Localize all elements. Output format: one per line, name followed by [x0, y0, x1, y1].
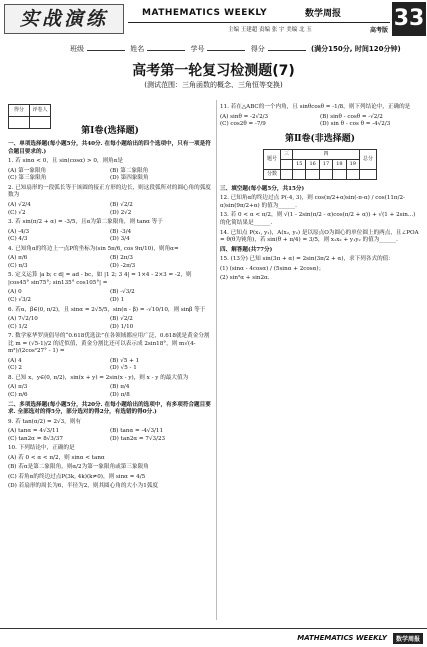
question-5	[8, 272, 212, 304]
option[interactable]: (C) √3/2	[8, 296, 31, 303]
option[interactable]: (A) √2/4	[8, 201, 31, 208]
number-label: 学号	[190, 45, 205, 53]
section4-heading: 四、解答题(共77分)	[220, 246, 273, 253]
option[interactable]: (D) π/8	[110, 392, 130, 398]
part1-title: 第Ⅰ卷(选择题)	[81, 126, 139, 136]
question-13: 13. 若 0 < α < π/2，则 √(1 - 2sin(π/2 - α)cos(π/2 + α)) + √(1 + 2sin...) 的化简结果是______.	[220, 212, 416, 226]
column-divider	[216, 100, 217, 620]
options	[8, 358, 212, 373]
question-11-text: 11. 若在△ABC的一个内角，且 sinθcosθ = -1/8，则下列结论中，正确的是	[220, 104, 411, 110]
grade-score-label: 分数	[264, 169, 281, 179]
options	[8, 255, 212, 270]
grade-cell[interactable]	[346, 169, 359, 179]
question-text: 10. 下列结论中，正确的是	[8, 445, 75, 452]
question-15-part2: (2) sin²α + sin2α.	[220, 275, 270, 282]
part2-title: 第Ⅱ卷(非选择题)	[284, 133, 356, 144]
grade-col: 17	[319, 159, 332, 169]
option[interactable]: (C) √2	[8, 209, 26, 216]
option[interactable]: (A) π/6	[8, 255, 28, 262]
number-field[interactable]	[207, 42, 245, 51]
option[interactable]: (C) 第三象限角	[8, 175, 47, 182]
option[interactable]: (C) cos2θ = -7/9	[220, 121, 266, 128]
score-label: 得分	[250, 45, 265, 53]
grade-header-section3: 三	[281, 149, 293, 159]
options	[8, 229, 212, 244]
option[interactable]: (C) 4/3	[8, 236, 28, 243]
section3-heading: 三、填空题(每小题5分，共15分)	[220, 185, 305, 192]
option[interactable]: (D) 3/4	[110, 236, 130, 243]
option[interactable]: (B) -3/4	[110, 228, 132, 235]
grader-label: 评卷人	[30, 105, 51, 117]
options	[8, 289, 212, 304]
section1-heading: 一、单项选择题(每小题5分，共40分. 在每小题给出的四个选项中，只有一项是符合题目要求的.)	[8, 141, 211, 155]
question-3	[8, 219, 212, 244]
question-text: 4. 已知角α的终边上一点P的坐标为(sin 5π/6, cos 9π/10)，则角α=	[8, 245, 179, 252]
magazine-title: MATHEMATICS WEEKLY	[142, 8, 268, 18]
question-12: 12. 已知角α的终边过点 P(-4, 3)，则 cos(π/2+α)sin(-π-α) / cos(11π/2-α)sin(9π/2+α) 的值为______.	[220, 195, 405, 209]
grade-cell[interactable]	[333, 169, 346, 179]
option[interactable]: (C) π/3	[8, 262, 28, 269]
footer-title: MATHEMATICS WEEKLY	[297, 634, 387, 642]
option[interactable]: (C) tan2α = 8√3/37	[8, 435, 63, 442]
grade-cell[interactable]	[359, 169, 376, 179]
level-label: 高考版	[370, 27, 389, 34]
option[interactable]: (B) √2/2	[110, 201, 133, 208]
editors-line: 主编 王建超 责编 张 宇 美编 北 玉	[228, 27, 312, 33]
name-field[interactable]	[147, 42, 185, 51]
grade-col: 16	[306, 159, 319, 169]
options	[8, 202, 212, 217]
question-10	[8, 445, 212, 491]
grade-cell[interactable]	[306, 169, 319, 179]
question-14: 14. 已知点 P(x₁, y₁)，A(x₂, y₂) 是以原点O为圆心的单位圆上的两点，且∠POA = θ(θ为钝角)，若 sin(θ + π/4) = 3/5，则 x₁x₂ + y₁y₂ 的值为______.	[220, 229, 419, 244]
option[interactable]: (D) 第四象限角	[110, 175, 149, 182]
question-9	[8, 419, 212, 444]
option[interactable]: (B) 若α是第二象限角，则α/2为第一象限角或第三象限角	[8, 464, 149, 471]
right-column	[220, 104, 420, 344]
question-15-part1: (1) (sinα - 4cosα) / (5sinα + 2cosα)；	[220, 265, 325, 272]
option[interactable]: (C) 2	[8, 365, 22, 372]
question-text: 6. 若α，β∈(0, π/2)，且 sinα = 2√5/5，sin(α - β) = -√10/10，则 sinβ 等于	[8, 306, 206, 313]
grade-col: 19	[346, 159, 359, 169]
page-title: 高考第一轮复习检测题(7)	[132, 63, 295, 79]
student-info-line	[70, 42, 401, 54]
header-rule	[128, 22, 390, 23]
option[interactable]: (D) sin θ - cos θ = -4√2/3	[320, 121, 391, 128]
page-subtitle: (测试范围：三角函数的概念、三角恒等变换)	[144, 81, 283, 89]
option[interactable]: (A) 7√2/10	[8, 316, 38, 323]
option[interactable]: (B) π/4	[110, 384, 130, 391]
question-text: 2. 已知扇形的一段弧长等于该圆的接正方形的边长，则这段弧所对的圆心角的弧度数为	[8, 184, 211, 199]
options	[8, 316, 212, 331]
question-text: 1. 若 sinα < 0，且 sin(cosα) > 0，则角α是	[8, 158, 124, 165]
question-text: 7. 数学家华罗庚倡导的“0.618优选法”在各领域都应用广泛，0.618就是黄金分割比 m = (√5-1)/2 的近似值，黄金分割比还可以表示成 2sin18°，则 m√(4-m²)/(2cos²27° - 1) =	[8, 333, 210, 355]
grade-col: 15	[293, 159, 306, 169]
option[interactable]: (A) 第一象限角	[8, 167, 47, 174]
grade-col	[281, 159, 293, 169]
question-7	[8, 333, 212, 373]
page-header	[0, 0, 427, 38]
question-8	[8, 375, 212, 400]
score-field[interactable]	[268, 42, 306, 51]
logo-text: 数学周报	[305, 9, 342, 19]
question-6	[8, 307, 212, 332]
option[interactable]: (C) 若角α的终边过点P(3k, 4k)(k≠0)，则 sinα = 4/5	[8, 473, 146, 480]
option[interactable]: (A) 若 0 < α < π/2，则 sinα < tanα	[8, 454, 105, 461]
option[interactable]: (B) √2/2	[110, 316, 133, 323]
options	[8, 168, 212, 183]
grade-col: 18	[333, 159, 346, 169]
question-text: 8. 已知 x，y∈(0, π/2)，sin(x + y) = 2sin(x - y)，则 x - y 的最大值为	[8, 374, 189, 381]
option[interactable]: (D) 1	[110, 296, 125, 303]
option[interactable]: (D) 若扇形的周长为6，半径为2，则其圆心角的大小为1弧度	[8, 483, 158, 490]
option[interactable]: (B) 2π/3	[110, 255, 133, 262]
name-label: 姓名	[130, 45, 145, 53]
option[interactable]: (A) -4/3	[8, 228, 30, 235]
option[interactable]: (B) tanα = -4√3/11	[110, 428, 164, 435]
option[interactable]: (A) tanα = 4√3/11	[8, 428, 60, 435]
option[interactable]: (D) 2√2	[110, 209, 132, 216]
page-footer	[0, 628, 427, 647]
brand-banner: 实战演练	[4, 4, 124, 34]
question-2	[8, 185, 212, 217]
question-11-options	[220, 114, 420, 129]
grade-header-qno: 题号	[264, 149, 281, 169]
options	[8, 384, 212, 399]
options	[8, 428, 212, 443]
option[interactable]: (A) 4	[8, 357, 22, 364]
option[interactable]: (A) π/3	[8, 384, 28, 391]
option[interactable]: (B) 第二象限角	[110, 167, 149, 174]
grade-cell[interactable]	[281, 169, 293, 179]
grade-header-section4: 四	[293, 149, 360, 159]
grade-header-total: 总分	[359, 149, 376, 169]
option[interactable]: (B) sinθ - cosθ = -√2/2	[320, 113, 383, 120]
option[interactable]: (B) √5 + 1	[110, 357, 140, 364]
page-number: 33	[392, 2, 426, 36]
time-note: (满分150分, 时间120分钟)	[310, 45, 401, 53]
class-label: 班级	[70, 45, 84, 53]
option[interactable]: (D) tan2α = 7√3/23	[110, 435, 166, 442]
grade-cell[interactable]	[293, 169, 306, 179]
class-field[interactable]	[87, 42, 125, 51]
section2-heading: 二、多项选择题(每小题5分，共20分. 在每小题给出的选项中，有多项符合题目要求. 全部选对的得5分，部分选对的得2分，有选错的得0分.)	[8, 401, 211, 416]
question-1	[8, 158, 212, 183]
question-text: 9. 若 tan(α/2) = 2√3，则有	[8, 418, 81, 425]
question-4	[8, 246, 212, 271]
question-text: 3. 若 sin(π/2 + α) = -3/5，且α为第二象限角，则 tanα 等于	[8, 219, 163, 226]
question-text: 5. 定义运算 |a b; c d| = ad - bc，如 |1 2; 3 4| = 1×4 - 2×3 = -2，则 |cos45° sin75°; sin135° cos105°| =	[8, 272, 192, 286]
option[interactable]: (D) 1/10	[110, 323, 134, 330]
option[interactable]: (A) sinθ = -2√2/3	[220, 113, 269, 120]
option[interactable]: (C) 1/2	[8, 323, 28, 330]
option[interactable]: (D) -2π/3	[110, 262, 136, 269]
left-column	[8, 104, 212, 624]
option[interactable]: (B) -√3/2	[110, 289, 135, 296]
grade-table	[263, 149, 377, 180]
option[interactable]: (D) √5 - 1	[110, 365, 137, 372]
question-15: 15. (13分) 已知 sin(3π + α) = 2sin(3π/2 + α)，求下列各式的值：	[220, 256, 394, 263]
option[interactable]: (A) 0	[8, 289, 22, 296]
footer-logo: 数学周报	[393, 633, 423, 644]
option[interactable]: (C) π/6	[8, 392, 28, 398]
grade-cell[interactable]	[319, 169, 332, 179]
score-box-label: 得分	[9, 105, 30, 117]
